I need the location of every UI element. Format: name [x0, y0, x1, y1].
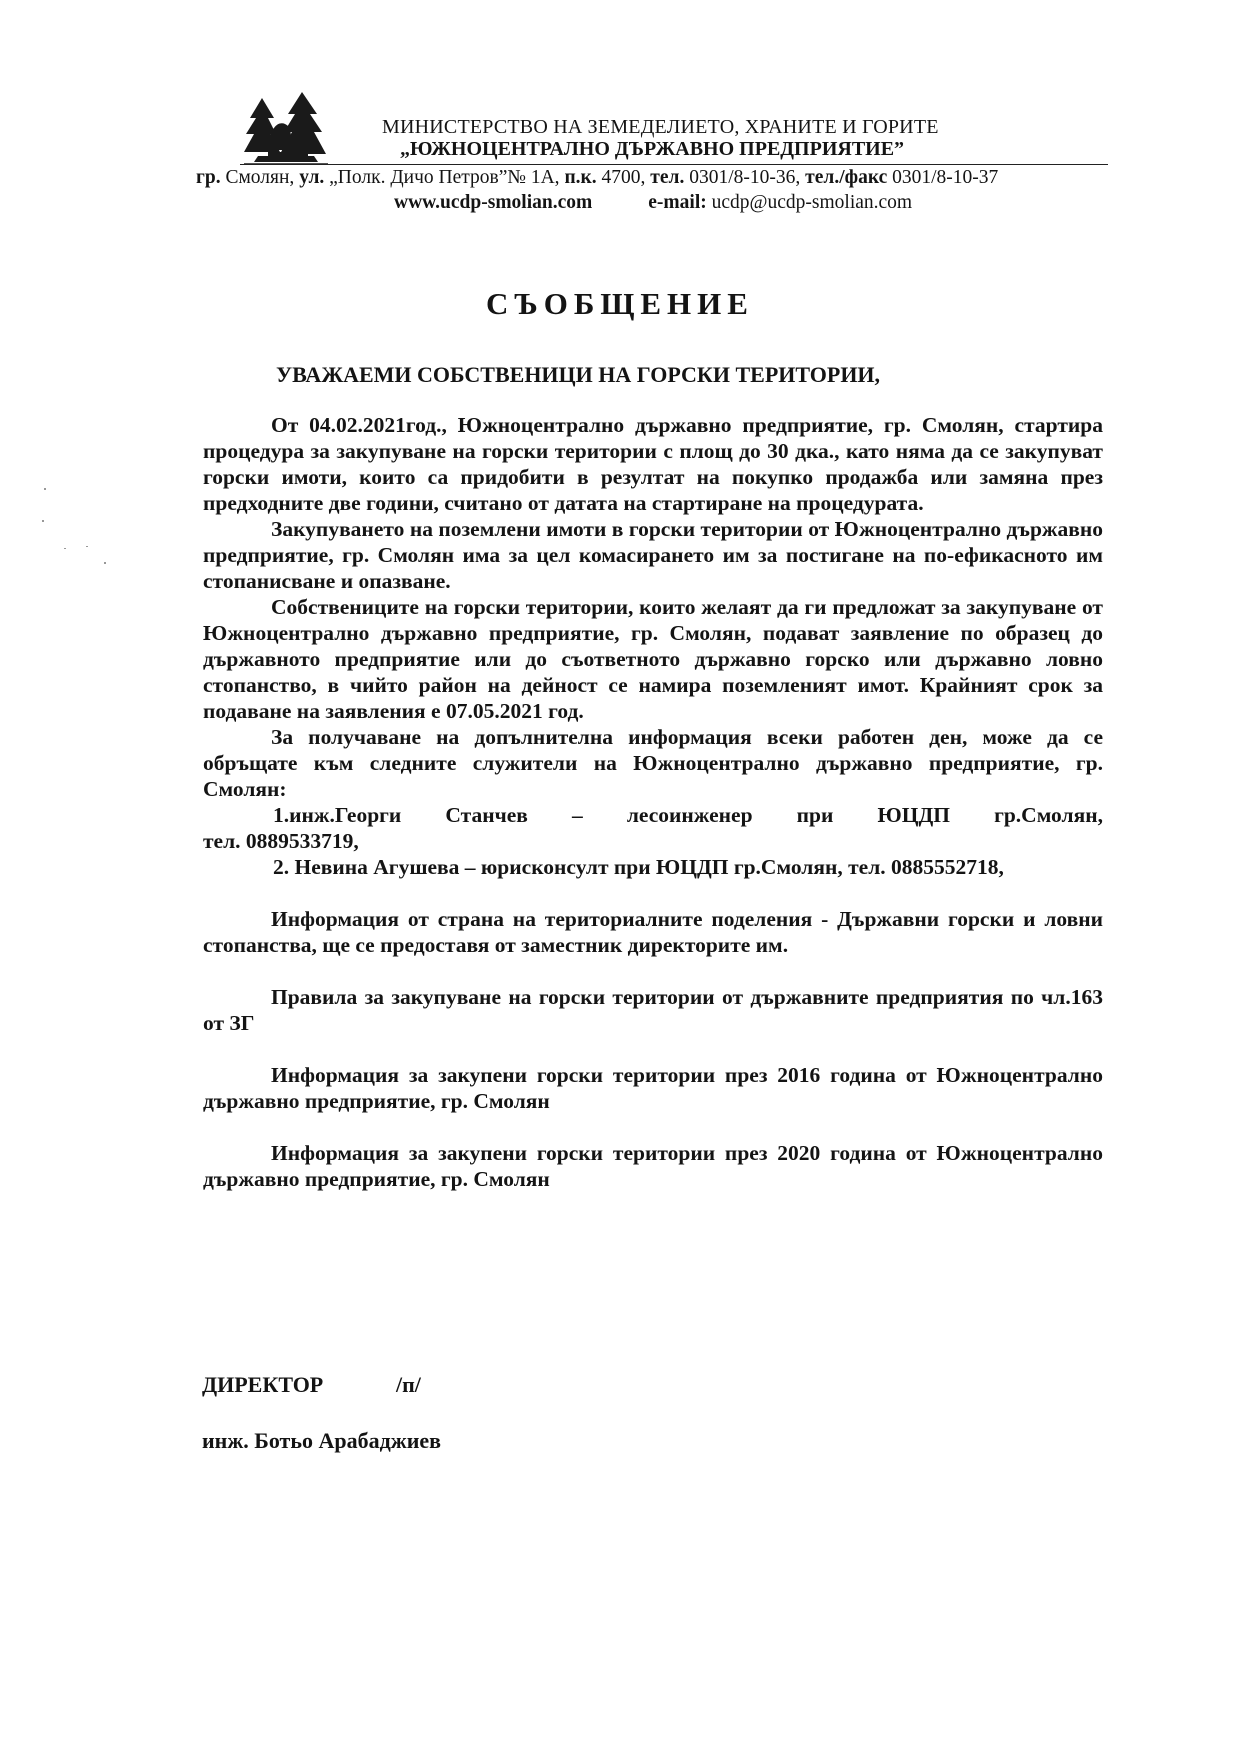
address-street-label: ул. [299, 167, 325, 188]
address-city: Смолян, [220, 167, 300, 188]
address-fax-label: тел./факс [805, 167, 888, 188]
paragraph-purpose: Закупуването на поземлени имоти в горски територии от Южноцентрално държавно предприятие, гр. Смолян има за цел комасирането им за постигане на по-ефикасното им стопанисване и опазване. [203, 517, 1103, 593]
contact-1-dash: – [572, 803, 583, 827]
address-fax: 0301/8-10-37 [887, 167, 999, 188]
address-postcode-label: п.к. [564, 167, 597, 188]
paragraph-application: Собствениците на горски територии, които желаят да ги предложат за закупуване от Южноцентрално държавно предприятие, гр. Смолян, подават заявление по образец до държавното предприятие или до съответното държавно горско или държавно ловно стопанство, в чийто район на дейност се намира поземленият имот. Крайният срок за подаване на заявления е 07.05.2021 год. [203, 595, 1103, 723]
info-2020-link[interactable]: Информация за закупени горски територии през 2020 година от Южноцентрално държавно предприятие, гр. Смолян [203, 1141, 1103, 1191]
contact-2: 2. Невина Агушева – юрисконсулт при ЮЦДП гр.Смолян, тел. 0885552718, [273, 855, 1004, 879]
contact-1-role: лесоинженер [626, 803, 753, 827]
website-link[interactable]: www.ucdp-smolian.com [394, 192, 593, 213]
company-address [196, 167, 998, 189]
paragraph-regional-info: Информация от страна на териториалните поделения - Държавни горски и ловни стопанства, ще се предоставя от заместник директорите им. [203, 907, 1103, 957]
email-link[interactable]: ucdp@ucdp-smolian.com [706, 192, 913, 213]
contact-1-at: при [796, 803, 834, 827]
contact-1-phone: тел. 0889533719, [203, 829, 359, 853]
paragraph-contacts-intro: За получаване на допълнителна информация всеки работен ден, може да се обръщате към следните служители на Южноцентрално държавно предприятие, гр. Смолян: [203, 725, 1103, 801]
ministry-name: МИНИСТЕРСТВО НА ЗЕМЕДЕЛИЕТО, ХРАНИТЕ И ГОРИТЕ [382, 116, 939, 138]
scan-speck [64, 548, 66, 549]
address-city-label: гр. [196, 167, 221, 188]
scan-speck [42, 520, 44, 522]
document-body [203, 412, 1103, 1192]
letterhead-divider [240, 164, 1108, 165]
salutation: УВАЖАЕМИ СОБСТВЕНИЦИ НА ГОРСКИ ТЕРИТОРИИ, [276, 362, 881, 387]
company-web-contacts [394, 192, 912, 214]
scan-speck [44, 488, 46, 490]
document-title: СЪОБЩЕНИЕ [486, 286, 754, 321]
address-postcode: 4700, [596, 167, 651, 188]
company-name: „ЮЖНОЦЕНТРАЛНО ДЪРЖАВНО ПРЕДПРИЯТИЕ” [400, 138, 905, 160]
contact-1-line [203, 802, 1103, 828]
rules-link[interactable]: Правила за закупуване на горски територии от държавните предприятия по чл.163 от ЗГ [203, 985, 1103, 1035]
forest-enterprise-logo [244, 92, 328, 170]
email-label: e-mail: [648, 192, 707, 213]
scan-speck [86, 546, 88, 547]
signature-mark: /п/ [396, 1372, 421, 1397]
contact-1-org: ЮЦДП [877, 803, 950, 827]
contact-1-city: гр.Смолян, [994, 803, 1103, 827]
address-phone-label: тел. [650, 167, 685, 188]
signature-title: ДИРЕКТОР [202, 1372, 324, 1397]
address-phone: 0301/8-10-36, [684, 167, 806, 188]
info-2016-link[interactable]: Информация за закупени горски територии през 2016 година от Южноцентрално държавно предприятие, гр. Смолян [203, 1063, 1103, 1113]
paragraph-procedure-start: От 04.02.2021год., Южноцентрално държавно предприятие, гр. Смолян, стартира процедура за закупуване на горски територии с площ до 30 дка., като няма да се закупуват горски имоти, които са придобити в резултат на покупко продажба или замяна през предходните две години, считано от датата на стартиране на процедурата. [203, 413, 1103, 515]
signature-name: инж. Ботьо Арабаджиев [202, 1428, 442, 1453]
address-street: „Полк. Дичо Петров”№ 1А, [324, 167, 565, 188]
scan-speck [104, 562, 106, 564]
contact-1-surname: Станчев [445, 803, 528, 827]
contact-1-name: 1.инж.Георги [273, 803, 402, 827]
